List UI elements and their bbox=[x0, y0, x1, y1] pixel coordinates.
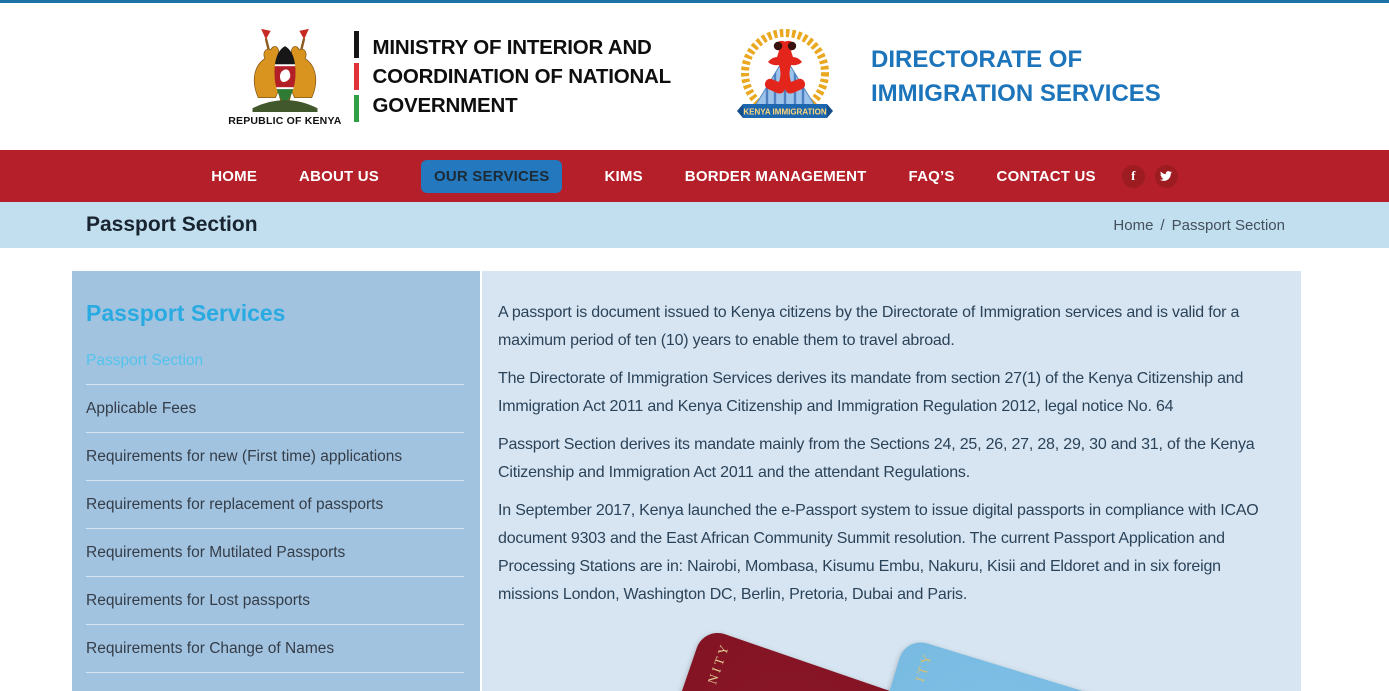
coat-of-arms-caption: REPUBLIC OF KENYA bbox=[228, 114, 342, 127]
content-paragraph: A passport is document issued to Kenya citizens by the Directorate of Immigration services and is valid for a maximum period of ten (10) years to enable them to travel abroad. bbox=[498, 304, 1240, 349]
ministry-title-line: MINISTRY OF INTERIOR AND bbox=[372, 36, 652, 59]
ministry-brand bbox=[228, 27, 671, 127]
passport-services-sidebar bbox=[72, 271, 480, 691]
nav-link[interactable]: KIMS bbox=[604, 167, 643, 185]
content-paragraph: In September 2017, Kenya launched the e-Passport system to issue digital passports in compliance with ICAO document 9303 and the East African Community Summit resolution. The current Passport Application and Processing Stations are in: Nairobi, Mombasa, Kisumu Embu, Nakuru, Kisii and Eldoret and in six foreign missions London, Washington DC, Berlin, Pretoria, Dubai and Paris. bbox=[498, 502, 1259, 603]
directorate-title bbox=[871, 43, 1161, 111]
social-links bbox=[1122, 165, 1178, 188]
sidebar-menu-item[interactable]: Applicable Fees bbox=[86, 385, 464, 433]
ministry-title-line: COORDINATION OF NATIONAL bbox=[372, 65, 671, 88]
passports-image bbox=[498, 619, 1281, 691]
blue-passport-edge-text: ITY bbox=[911, 649, 936, 684]
content-paragraph: The Directorate of Immigration Services derives its mandate from section 27(1) of the Kenya Citizenship and Immigration Act 2011 and Kenya Citizenship and Immigration Regulation 2012, legal notice No. 64 bbox=[498, 370, 1244, 415]
nav-link[interactable]: FAQ’S bbox=[908, 167, 955, 185]
sidebar-heading: Passport Services bbox=[86, 300, 286, 326]
main-navigation bbox=[0, 150, 1389, 202]
kenya-flag-divider bbox=[354, 31, 359, 122]
breadcrumb-home-link[interactable]: Home bbox=[1113, 216, 1154, 234]
ministry-title bbox=[372, 33, 671, 120]
sidebar-menu bbox=[86, 337, 464, 673]
main-area bbox=[72, 271, 1301, 691]
nav-link[interactable]: OUR SERVICES bbox=[421, 160, 563, 193]
kenya-immigration-logo-icon bbox=[733, 27, 837, 127]
content-paragraphs bbox=[498, 299, 1281, 609]
sidebar-menu-item[interactable]: Requirements for Mutilated Passports bbox=[86, 529, 464, 577]
breadcrumb-separator: / bbox=[1160, 216, 1165, 234]
immigration-logo-banner-text: KENYA IMMIGRATION bbox=[743, 107, 827, 116]
twitter-icon[interactable] bbox=[1155, 165, 1178, 188]
nav-link[interactable]: ABOUT US bbox=[299, 167, 379, 185]
page-title-bar bbox=[0, 202, 1389, 248]
content-paragraph: Passport Section derives its mandate mainly from the Sections 24, 25, 26, 27, 28, 29, 30 and 31, of the Kenya Citizenship and Immigration Act 2011 and the attendant Regulations. bbox=[498, 436, 1255, 481]
sidebar-menu-item[interactable]: Requirements for Lost passports bbox=[86, 577, 464, 625]
coat-of-arms-logo bbox=[228, 27, 341, 127]
breadcrumb-current: Passport Section bbox=[1171, 216, 1285, 234]
breadcrumb bbox=[1113, 217, 1285, 234]
immigration-brand bbox=[733, 27, 1161, 127]
page-title: Passport Section bbox=[86, 213, 258, 236]
kenya-coat-of-arms-icon bbox=[237, 27, 333, 113]
nav-link[interactable]: BORDER MANAGEMENT bbox=[684, 167, 867, 185]
nav-links bbox=[211, 160, 1096, 193]
content-panel bbox=[482, 271, 1301, 691]
ministry-title-line: GOVERNMENT bbox=[372, 94, 518, 117]
facebook-icon[interactable]: f bbox=[1122, 165, 1145, 188]
nav-link[interactable]: CONTACT US bbox=[996, 167, 1096, 185]
sidebar-menu-item[interactable]: Requirements for new (First time) applications bbox=[86, 433, 464, 481]
red-passport-edge-text: NITY bbox=[704, 640, 733, 687]
nav-link[interactable]: HOME bbox=[211, 167, 258, 185]
site-header bbox=[0, 3, 1389, 150]
directorate-title-line: DIRECTORATE OF bbox=[870, 45, 1083, 73]
sidebar-menu-item[interactable]: Requirements for Change of Names bbox=[86, 625, 464, 673]
sidebar-menu-item[interactable]: Requirements for replacement of passports bbox=[86, 481, 464, 529]
sidebar-menu-item[interactable]: Passport Section bbox=[86, 337, 464, 385]
directorate-title-line: IMMIGRATION SERVICES bbox=[870, 79, 1161, 107]
